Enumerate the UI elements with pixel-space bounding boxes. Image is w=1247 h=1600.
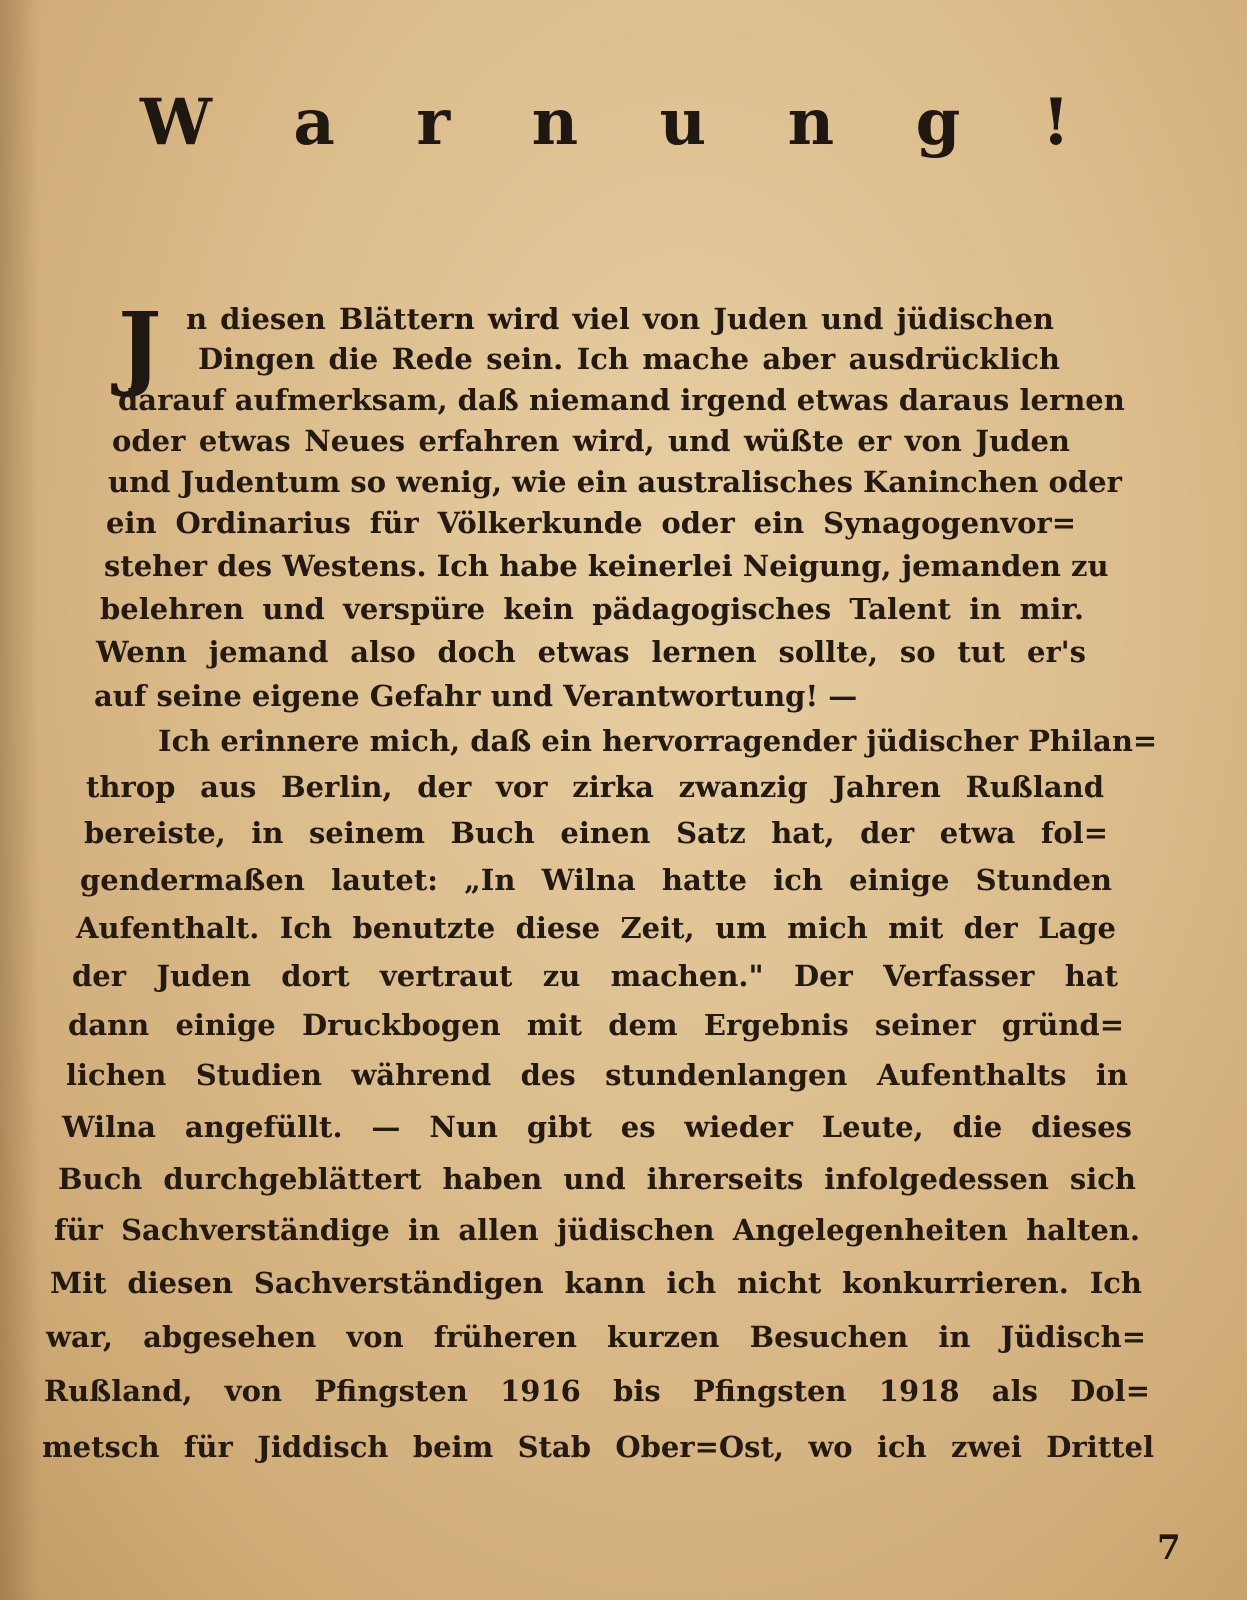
text-line: war, abgesehen von früheren kurzen Besuchen in Jüdisch= (46, 1320, 1146, 1354)
text-line: throp aus Berlin, der vor zirka zwanzig Jahren Rußland (86, 770, 1104, 804)
text-line: dann einige Druckbogen mit dem Ergebnis seiner gründ= (68, 1008, 1124, 1042)
drop-cap: J (118, 292, 162, 400)
binding-shadow (0, 0, 40, 1600)
title-letter: a (293, 85, 335, 160)
text-line: oder etwas Neues erfahren wird, und wüßte er von Juden (112, 424, 1070, 458)
text-line: bereiste, in seinem Buch einen Satz hat, der etwa fol= (84, 816, 1108, 850)
title-letter: r (416, 85, 451, 160)
title-letter: u (659, 85, 707, 160)
text-line: der Juden dort vertraut zu machen." Der Verfasser hat (72, 959, 1118, 993)
text-line: ein Ordinarius für Völkerkunde oder ein Synagogenvor= (106, 506, 1076, 540)
text-line: Rußland, von Pfingsten 1916 bis Pfingsten 1918 als Dol= (44, 1374, 1150, 1408)
title-letter: W (140, 85, 212, 160)
text-line: auf seine eigene Gefahr und Verantwortung! — (94, 679, 858, 713)
title-letter: n (531, 85, 579, 160)
title-letter: ! (1041, 85, 1070, 160)
text-line: für Sachverständige in allen jüdischen Angelegenheiten halten. (54, 1213, 1140, 1247)
text-line: gendermaßen lautet: „In Wilna hatte ich einige Stunden (80, 863, 1112, 897)
page-title (140, 78, 1070, 168)
text-line: lichen Studien während des stundenlangen Aufenthalts in (66, 1058, 1128, 1092)
page-number: 7 (1157, 1528, 1181, 1568)
text-line: metsch für Jiddisch beim Stab Ober=Ost, wo ich zwei Drittel (42, 1430, 1154, 1464)
title-letter: n (787, 85, 835, 160)
title-letter: g (915, 85, 961, 160)
text-line: Dingen die Rede sein. Ich mache aber ausdrücklich (198, 342, 1060, 376)
text-line: darauf aufmerksam, daß niemand irgend etwas daraus lernen (118, 383, 1125, 417)
text-line: und Judentum so wenig, wie ein australisches Kaninchen oder (108, 465, 1122, 499)
text-line: Aufenthalt. Ich benutzte diese Zeit, um mich mit der Lage (76, 911, 1116, 945)
text-line: Wenn jemand also doch etwas lernen sollte, so tut er's (96, 635, 1086, 669)
text-line: Mit diesen Sachverständigen kann ich nicht konkurrieren. Ich (50, 1266, 1142, 1300)
text-line: steher des Westens. Ich habe keinerlei Neigung, jemanden zu (104, 549, 1109, 583)
text-line: Wilna angefüllt. — Nun gibt es wieder Leute, die dieses (62, 1110, 1132, 1144)
text-line: n diesen Blättern wird viel von Juden und jüdischen (186, 302, 1054, 336)
text-line: Buch durchgeblättert haben und ihrerseits infolgedessen sich (58, 1162, 1136, 1196)
text-line: Ich erinnere mich, daß ein hervorragender jüdischer Philan= (158, 724, 1158, 758)
text-line: belehren und verspüre kein pädagogisches Talent in mir. (100, 592, 1084, 626)
